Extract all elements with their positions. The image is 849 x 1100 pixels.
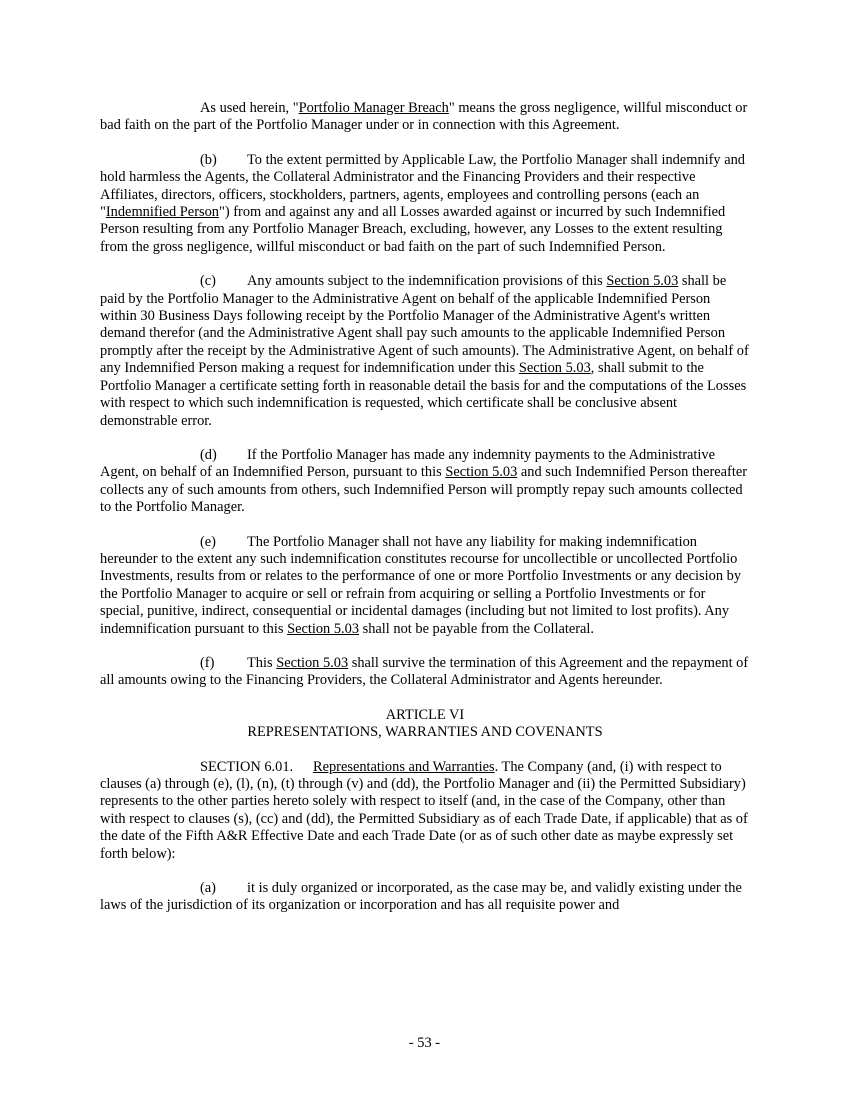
section-reference: Section 5.03 [287,620,360,637]
clause-c: (c) Any amounts subject to the indemnification provisions of this Section 5.03 shall be paid by the Portfolio Manager to the Administrative Agent on behalf of the applicable Indemnified Person within 30 Business Days following receipt by the Portfolio Manager of the Administrative Agent's written demand therefor (and the Administrative Agent shall pay such amounts to the applicable Indemnified Person promptly after the receipt by the Administrative Agent of such amounts). The Administrative Agent, on behalf of any Indemnified Person making a request for indemnification under this Section 5.03, shall submit to the Portfolio Manager a certificate setting forth in reasonable detail the basis for and the computations of the Losses with respect to which such indemnification is requested, which certificate shall be conclusive absent demonstrable error. [100,273,749,429]
clause-label: (d) [200,446,217,463]
clause-b: (b) To the extent permitted by Applicable Law, the Portfolio Manager shall indemnify and hold harmless the Agents, the Collateral Administrator and the Financing Providers and their respective Affiliates, directors, officers, stockholders, partners, agents, employees and controlling persons (each an "Indemnified Person") from and against any and all Losses awarded against or incurred by such Indemnified Person resulting from any Portfolio Manager Breach, excluding, however, any Losses to the extent resulting from the gross negligence, willful misconduct or bad faith on the part of such Indemnified Person. [100,151,745,255]
clause-label: (c) [200,273,216,290]
clause-f: (f) This Section 5.03 shall survive the termination of this Agreement and the repayment of all amounts owing to the Financing Providers, the Collateral Administrator and Agents hereunder. [100,654,749,689]
clause-label: (f) [200,654,215,671]
clause-a: (a) it is duly organized or incorporated, as the case may be, and validly existing under the laws of the jurisdiction of its organization or incorporation and has all requisite power and [100,880,742,914]
article-heading [100,707,750,742]
clause-label: (a) [200,880,216,897]
section-reference: Section 5.03 [445,464,518,481]
article-number: ARTICLE VI [385,706,465,723]
defined-term-portfolio-manager-breach: Portfolio Manager Breach [298,100,449,116]
clause-e: (e) The Portfolio Manager shall not have any liability for making indemnification hereunder to the extent any such indemnification constitutes recourse for uncollectible or uncollected Portfolio Investments, results from or relates to the performance of one or more Portfolio Investments or any decision by the Portfolio Manager to acquire or sell or refrain from acquiring or selling a Portfolio Investments or for special, punitive, indirect, consequential or incidental damages (including but not limited to lost profits). Any indemnification pursuant to this Section 5.03 shall not be payable from the Collateral. [100,533,742,637]
section-reference: Section 5.03 [606,273,679,290]
portfolio-manager-breach-definition: As used herein, "Portfolio Manager Breach" means the gross negligence, willful misconduct or bad faith on the part of the Portfolio Manager under or in connection with this Agreement. [100,100,748,134]
section-reference: Section 5.03 [276,654,349,671]
defined-term-indemnified-person: Indemnified Person [105,204,219,221]
clause-label: (e) [200,533,216,550]
article-title: REPRESENTATIONS, WARRANTIES AND COVENANTS [247,724,603,741]
section-number: SECTION 6.01. [200,758,294,775]
section-heading: Representations and Warranties [313,758,495,775]
clause-d: (d) If the Portfolio Manager has made any indemnity payments to the Administrative Agent, on behalf of an Indemnified Person, pursuant to this Section 5.03 and such Indemnified Person thereafter collects any of such amounts from others, such Indemnified Person will promptly repay such amounts collected to the Portfolio Manager. [100,446,748,516]
document-page [100,100,750,932]
page-number: - 53 - [408,1035,441,1051]
clause-label: (b) [200,151,217,168]
section-reference: Section 5.03 [518,360,591,377]
section-6-01: SECTION 6.01. Representations and Warranties. The Company (and, (i) with respect to clauses (a) through (e), (l), (n), (t) through (v) and (dd), the Portfolio Manager and (ii) the Permitted Subsidiary) represents to the other parties hereto solely with respect to itself (and, in the case of the Company, other than with respect to clauses (s), (cc) and (dd), the Permitted Subsidiary as of each Trade Date, if applicable) that as of the date of the Fifth A&R Effective Date and each Trade Date (or as of such other date as maybe expressly set forth below): [100,758,748,862]
